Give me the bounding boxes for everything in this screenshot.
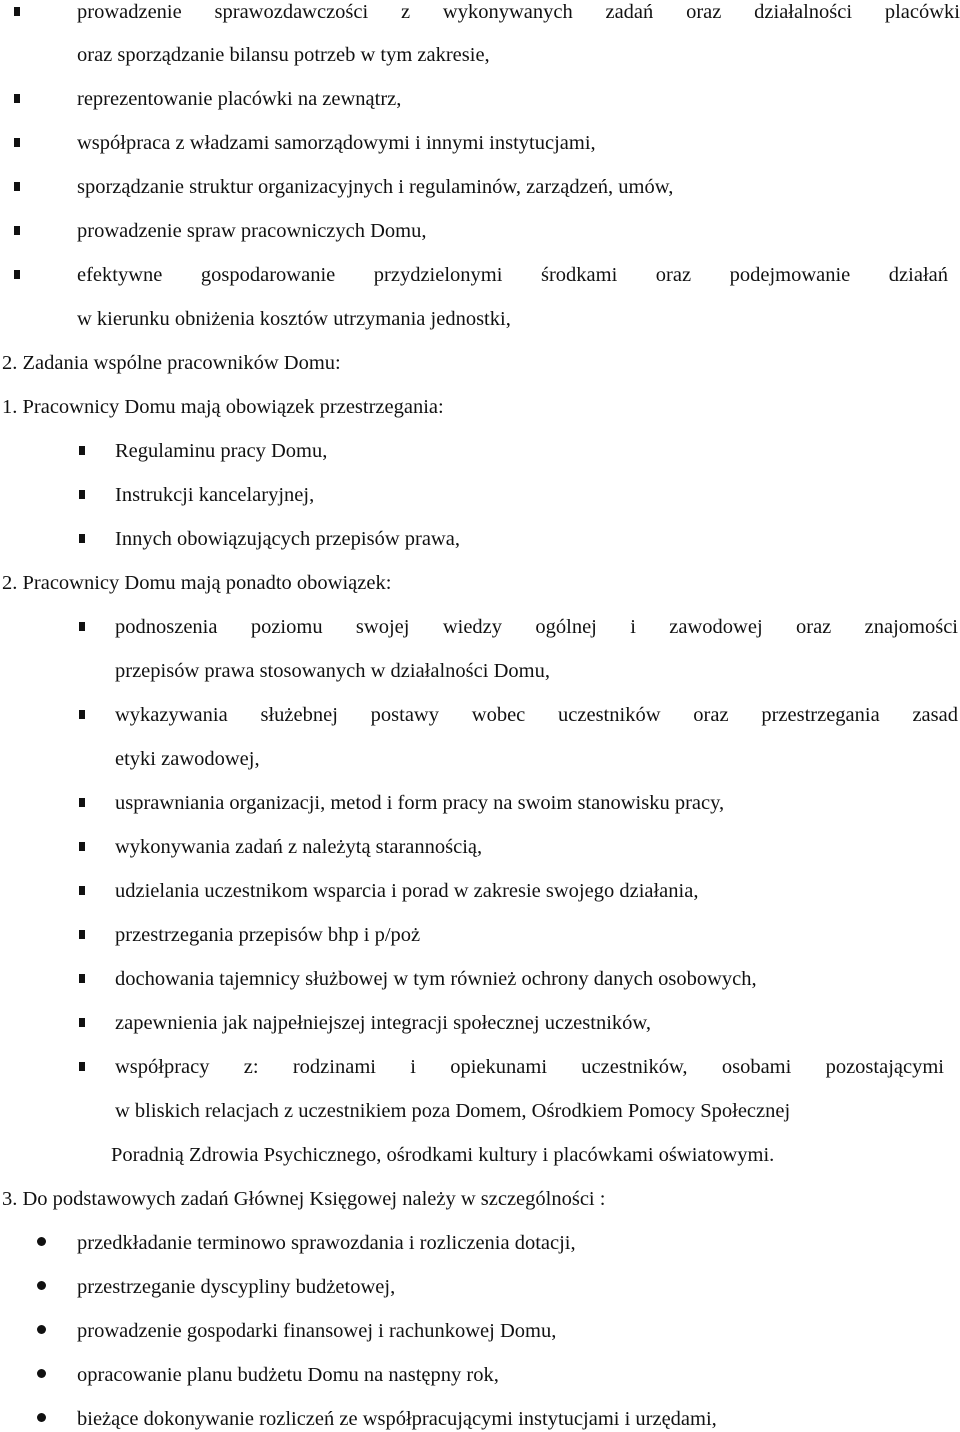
square-bullet-icon [79, 798, 85, 807]
list-item-text: prowadzenie gospodarki finansowej i rachunkowej Domu, [77, 1320, 557, 1342]
square-bullet-icon [14, 138, 20, 147]
square-bullet-icon [79, 1062, 85, 1071]
list-item-text: prowadzenie spraw pracowniczych Domu, [77, 220, 427, 242]
list-item-text: podnoszenia poziomu swojej wiedzy ogólnej i zawodowej oraz znajomości [115, 616, 958, 638]
round-bullet-icon [37, 1237, 46, 1246]
square-bullet-icon [79, 930, 85, 939]
list-item-text: wykazywania służebnej postawy wobec uczestników oraz przestrzegania zasad [115, 704, 958, 726]
square-bullet-icon [79, 446, 85, 455]
list-item-text: Instrukcji kancelaryjnej, [115, 484, 315, 506]
section-heading: 2. Zadania wspólne pracowników Domu: [2, 352, 341, 374]
list-item-text: przepisów prawa stosowanych w działalności Domu, [115, 660, 550, 682]
round-bullet-icon [37, 1325, 46, 1334]
square-bullet-icon [79, 710, 85, 719]
subsection-heading: 2. Pracownicy Domu mają ponadto obowiązek: [2, 572, 392, 594]
round-bullet-icon [37, 1281, 46, 1290]
square-bullet-icon [14, 182, 20, 191]
square-bullet-icon [14, 226, 20, 235]
list-item-text: współpracy z: rodzinami i opiekunami uczestników, osobami pozostającymi [115, 1056, 944, 1078]
square-bullet-icon [79, 974, 85, 983]
list-item-text: zapewnienia jak najpełniejszej integracji społecznej uczestników, [115, 1012, 651, 1034]
list-item-text: w kierunku obniżenia kosztów utrzymania jednostki, [77, 308, 511, 330]
list-item-text: wykonywania zadań z należytą starannością, [115, 836, 483, 858]
square-bullet-icon [79, 886, 85, 895]
list-item-text: w bliskich relacjach z uczestnikiem poza Domem, Ośrodkiem Pomocy Społecznej [115, 1100, 791, 1122]
list-item-text: usprawniania organizacji, metod i form pracy na swoim stanowisku pracy, [115, 792, 725, 814]
round-bullet-icon [37, 1413, 46, 1422]
square-bullet-icon [14, 94, 20, 103]
square-bullet-icon [14, 7, 20, 16]
list-item-text: oraz sporządzanie bilansu potrzeb w tym zakresie, [77, 44, 490, 66]
list-item-text: opracowanie planu budżetu Domu na następny rok, [77, 1364, 499, 1386]
list-item-text: współpraca z władzami samorządowymi i innymi instytucjami, [77, 132, 596, 154]
list-item-text: udzielania uczestnikom wsparcia i porad w zakresie swojego działania, [115, 880, 699, 902]
list-item-text: bieżące dokonywanie rozliczeń ze współpracującymi instytucjami i urzędami, [77, 1408, 717, 1430]
square-bullet-icon [79, 534, 85, 543]
list-item-text: etyki zawodowej, [115, 748, 260, 770]
list-item-text: Regulaminu pracy Domu, [115, 440, 328, 462]
square-bullet-icon [79, 1018, 85, 1027]
list-item-text: przedkładanie terminowo sprawozdania i rozliczenia dotacji, [77, 1232, 576, 1254]
list-item-text: efektywne gospodarowanie przydzielonymi środkami oraz podejmowanie działań [77, 264, 948, 286]
list-item-text: przestrzegania przepisów bhp i p/poż [115, 924, 421, 946]
section-heading: 3. Do podstawowych zadań Głównej Księgowej należy w szczególności : [2, 1188, 606, 1210]
list-item-text: dochowania tajemnicy służbowej w tym również ochrony danych osobowych, [115, 968, 757, 990]
subsection-heading: 1. Pracownicy Domu mają obowiązek przestrzegania: [2, 396, 444, 418]
list-item-text: Poradnią Zdrowia Psychicznego, ośrodkami kultury i placówkami oświatowymi. [111, 1144, 775, 1166]
square-bullet-icon [14, 270, 20, 279]
list-item-text: reprezentowanie placówki na zewnątrz, [77, 88, 402, 110]
square-bullet-icon [79, 490, 85, 499]
list-item-text: Innych obowiązujących przepisów prawa, [115, 528, 460, 550]
square-bullet-icon [79, 842, 85, 851]
list-item-text: przestrzeganie dyscypliny budżetowej, [77, 1276, 396, 1298]
list-item-text: prowadzenie sprawozdawczości z wykonywanych zadań oraz działalności placówki [77, 1, 960, 23]
round-bullet-icon [37, 1369, 46, 1378]
square-bullet-icon [79, 622, 85, 631]
list-item-text: sporządzanie struktur organizacyjnych i regulaminów, zarządzeń, umów, [77, 176, 674, 198]
